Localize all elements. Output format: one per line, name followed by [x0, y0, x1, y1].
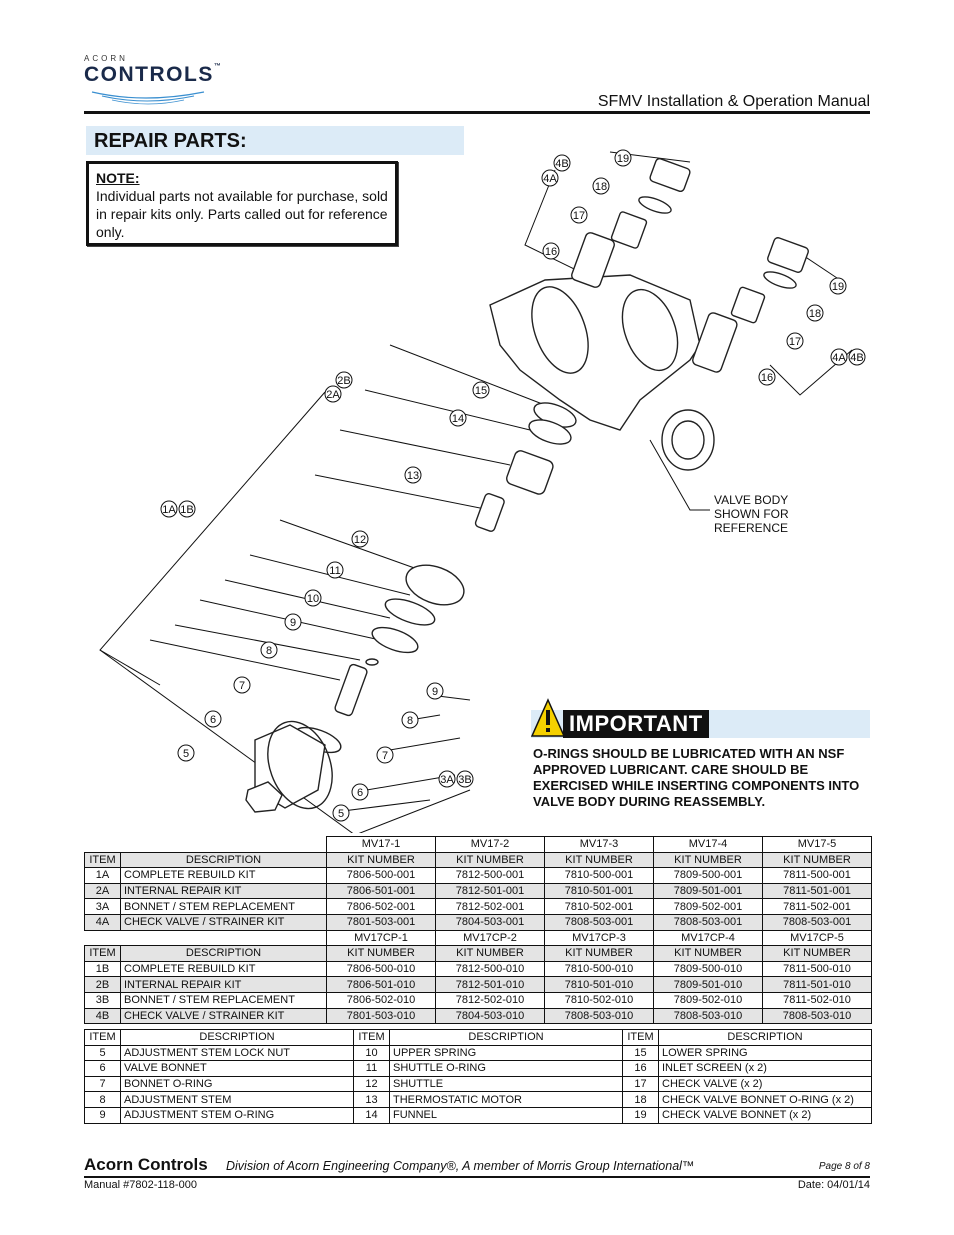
callout-14	[450, 410, 466, 426]
note-body: Individual parts not available for purchase, sold in repair kits only. Parts called out for reference only.	[96, 188, 388, 240]
svg-text:2B: 2B	[337, 375, 351, 387]
callout-3a	[439, 771, 455, 787]
callout-6-right	[352, 784, 368, 800]
callout-8-right	[402, 712, 418, 728]
callout-7-right	[377, 747, 393, 763]
model-name-cell: MV17-5	[763, 837, 872, 853]
callout-5	[178, 745, 194, 761]
item-cell: 2B	[85, 977, 121, 993]
kit-number-cell: 7811-502-001	[763, 899, 872, 915]
kit-number-cell: 7806-500-010	[327, 961, 436, 977]
valve-body-label-line1: VALVE BODY	[714, 493, 789, 507]
model-name-cell: MV17CP-5	[763, 930, 872, 946]
item-cell: 1A	[85, 868, 121, 884]
kit-number-cell: 7811-500-001	[763, 868, 872, 884]
svg-text:16: 16	[760, 372, 774, 384]
kit-number-cell: 7808-503-010	[763, 1008, 872, 1024]
svg-text:9: 9	[431, 686, 439, 698]
item-cell: 13	[354, 1092, 390, 1108]
kit-number-cell: 7812-501-001	[436, 883, 545, 899]
svg-text:17: 17	[572, 210, 586, 222]
model-name-cell: MV17-4	[654, 837, 763, 853]
callout-1a	[161, 501, 177, 517]
callout-19	[615, 150, 631, 166]
item-cell: 4B	[85, 1008, 121, 1024]
description-cell: ADJUSTMENT STEM O-RING	[121, 1107, 354, 1123]
kit-number-header: KIT NUMBER	[327, 946, 436, 962]
description-cell: COMPLETE REBUILD KIT	[121, 961, 327, 977]
description-cell: FUNNEL	[390, 1107, 623, 1123]
description-cell: CHECK VALVE BONNET O-RING (x 2)	[659, 1092, 872, 1108]
kit-number-cell: 7811-501-001	[763, 883, 872, 899]
svg-text:2A: 2A	[326, 389, 340, 401]
kit-number-cell: 7812-502-010	[436, 992, 545, 1008]
description-header: DESCRIPTION	[121, 1030, 354, 1046]
model-name-cell: MV17-3	[545, 837, 654, 853]
kit-number-cell: 7812-501-010	[436, 977, 545, 993]
note-heading: NOTE:	[96, 170, 140, 186]
table-row	[85, 992, 872, 1008]
manual-title: SFMV Installation & Operation Manual	[597, 93, 870, 110]
kit-number-cell: 7808-503-001	[545, 914, 654, 930]
footer-page-number: Page 8 of 8	[818, 1161, 870, 1172]
kit-number-cell: 7806-501-001	[327, 883, 436, 899]
callout-9	[285, 614, 301, 630]
svg-text:4B: 4B	[555, 158, 569, 170]
kit-number-cell: 7806-502-001	[327, 899, 436, 915]
callout-17	[571, 207, 587, 223]
table-row	[85, 1061, 872, 1077]
callout-5-right	[333, 805, 349, 821]
table-row	[85, 1076, 872, 1092]
kit-number-cell: 7809-501-001	[654, 883, 763, 899]
description-cell: SHUTTLE O-RING	[390, 1061, 623, 1077]
table-row	[85, 868, 872, 884]
model-name-cell: MV17-2	[436, 837, 545, 853]
description-cell: ADJUSTMENT STEM	[121, 1092, 354, 1108]
kit-number-cell: 7810-501-010	[545, 977, 654, 993]
callout-4a-right	[831, 349, 847, 365]
item-header: ITEM	[85, 1030, 121, 1046]
svg-text:14: 14	[451, 413, 465, 425]
description-header: DESCRIPTION	[390, 1030, 623, 1046]
header-rule	[84, 111, 870, 114]
svg-text:13: 13	[406, 470, 420, 482]
kit-number-cell: 7810-500-001	[545, 868, 654, 884]
table-row	[85, 914, 872, 930]
svg-text:9: 9	[289, 617, 297, 629]
svg-text:7: 7	[238, 680, 246, 692]
kit-number-cell: 7806-502-010	[327, 992, 436, 1008]
item-cell: 11	[354, 1061, 390, 1077]
svg-text:7: 7	[381, 750, 389, 762]
description-cell: BONNET O-RING	[121, 1076, 354, 1092]
description-cell: BONNET / STEM REPLACEMENT	[121, 899, 327, 915]
item-cell: 14	[354, 1107, 390, 1123]
description-header: DESCRIPTION	[659, 1030, 872, 1046]
model-header-row	[85, 837, 872, 853]
callout-6	[205, 711, 221, 727]
item-cell: 7	[85, 1076, 121, 1092]
callout-4b	[554, 155, 570, 171]
important-label: IMPORTANT	[563, 710, 709, 738]
callout-1b	[179, 501, 195, 517]
svg-text:6: 6	[356, 787, 364, 799]
description-header: DESCRIPTION	[121, 852, 327, 868]
svg-text:15: 15	[474, 385, 488, 397]
callout-4a	[542, 170, 558, 186]
footer-manual-number: Manual #7802-118-000	[84, 1179, 197, 1191]
svg-text:11: 11	[329, 565, 341, 577]
item-cell: 5	[85, 1045, 121, 1061]
callout-17-right	[787, 333, 803, 349]
acorn-controls-logo	[84, 52, 223, 104]
kit-number-cell: 7810-502-001	[545, 899, 654, 915]
callout-4b-right	[849, 349, 865, 365]
model-header-row	[85, 930, 872, 946]
item-header: ITEM	[623, 1030, 659, 1046]
kit-number-cell: 7808-503-010	[654, 1008, 763, 1024]
description-cell: CHECK VALVE / STRAINER KIT	[121, 914, 327, 930]
blank-cell	[121, 930, 327, 946]
callout-7	[234, 677, 250, 693]
item-cell: 9	[85, 1107, 121, 1123]
description-cell: INTERNAL REPAIR KIT	[121, 977, 327, 993]
kit-number-header: KIT NUMBER	[654, 852, 763, 868]
parts-list-table	[84, 1029, 872, 1124]
svg-text:1B: 1B	[180, 504, 194, 516]
model-name-cell: MV17-1	[327, 837, 436, 853]
kit-number-cell: 7804-503-001	[436, 914, 545, 930]
description-cell: CHECK VALVE / STRAINER KIT	[121, 1008, 327, 1024]
kit-number-header: KIT NUMBER	[545, 946, 654, 962]
table-row	[85, 977, 872, 993]
item-header: ITEM	[354, 1030, 390, 1046]
item-cell: 17	[623, 1076, 659, 1092]
kit-number-cell: 7811-502-010	[763, 992, 872, 1008]
callout-12	[352, 531, 368, 547]
item-cell: 4A	[85, 914, 121, 930]
important-text: O-RINGS SHOULD BE LUBRICATED WITH AN NSF APPROVED LUBRICANT. CARE SHOULD BE EXERCISED WHILE INSERTING COMPONENTS INTO VALVE BODY DURING REASSEMBLY.	[533, 746, 860, 809]
svg-text:4B: 4B	[850, 352, 864, 364]
blank-cell	[121, 837, 327, 853]
description-cell: INTERNAL REPAIR KIT	[121, 883, 327, 899]
kit-number-header: KIT NUMBER	[436, 852, 545, 868]
table-row	[85, 899, 872, 915]
description-header: DESCRIPTION	[121, 946, 327, 962]
description-cell: COMPLETE REBUILD KIT	[121, 868, 327, 884]
kit-header-row	[85, 852, 872, 868]
kit-number-cell: 7806-500-001	[327, 868, 436, 884]
description-cell: LOWER SPRING	[659, 1045, 872, 1061]
kit-number-cell: 7809-500-001	[654, 868, 763, 884]
table-row	[85, 961, 872, 977]
kit-number-cell: 7809-502-010	[654, 992, 763, 1008]
callout-10	[305, 590, 321, 606]
footer-date: Date: 04/01/14	[797, 1179, 870, 1191]
description-cell: CHECK VALVE BONNET (x 2)	[659, 1107, 872, 1123]
model-name-cell: MV17CP-1	[327, 930, 436, 946]
callout-9-right	[427, 683, 443, 699]
valve-body-label-line3: REFERENCE	[714, 521, 789, 535]
table-row	[85, 1008, 872, 1024]
kit-number-cell: 7812-500-010	[436, 961, 545, 977]
logo-top-text: ACORN	[84, 54, 128, 63]
kit-number-cell: 7809-500-010	[654, 961, 763, 977]
item-cell: 19	[623, 1107, 659, 1123]
model-name-cell: MV17CP-4	[654, 930, 763, 946]
kit-number-cell: 7810-500-010	[545, 961, 654, 977]
callout-11	[327, 562, 343, 578]
description-cell: ADJUSTMENT STEM LOCK NUT	[121, 1045, 354, 1061]
svg-text:4A: 4A	[543, 173, 557, 185]
svg-text:12: 12	[353, 534, 367, 546]
item-cell: 15	[623, 1045, 659, 1061]
table-row	[85, 1107, 872, 1123]
kit-number-header: KIT NUMBER	[327, 852, 436, 868]
kit-number-header: KIT NUMBER	[436, 946, 545, 962]
kit-number-cell: 7808-503-001	[654, 914, 763, 930]
kit-number-cell: 7808-503-001	[763, 914, 872, 930]
callout-2b	[336, 372, 352, 388]
svg-text:17: 17	[788, 336, 802, 348]
item-cell: 2A	[85, 883, 121, 899]
kit-number-header: KIT NUMBER	[763, 852, 872, 868]
item-header: ITEM	[85, 946, 121, 962]
callout-8	[261, 642, 277, 658]
logo-main-text: CONTROLS™	[84, 63, 223, 86]
callout-16	[543, 243, 559, 259]
svg-text:1A: 1A	[162, 504, 176, 516]
kit-number-cell: 7810-502-010	[545, 992, 654, 1008]
callout-18	[593, 178, 609, 194]
footer-company: Acorn Controls	[84, 1155, 208, 1174]
callout-13	[405, 467, 421, 483]
item-header: ITEM	[85, 852, 121, 868]
svg-text:18: 18	[594, 181, 608, 193]
blank-cell	[85, 930, 121, 946]
description-cell: UPPER SPRING	[390, 1045, 623, 1061]
svg-text:19: 19	[831, 281, 845, 293]
kit-number-header: KIT NUMBER	[763, 946, 872, 962]
model-name-cell: MV17CP-3	[545, 930, 654, 946]
description-cell: BONNET / STEM REPLACEMENT	[121, 992, 327, 1008]
blank-cell	[85, 837, 121, 853]
table-row	[85, 1045, 872, 1061]
svg-text:19: 19	[616, 153, 630, 165]
warning-triangle-icon	[531, 698, 565, 738]
item-cell: 8	[85, 1092, 121, 1108]
description-cell: INLET SCREEN (x 2)	[659, 1061, 872, 1077]
kit-number-cell: 7808-503-010	[545, 1008, 654, 1024]
svg-text:6: 6	[209, 714, 217, 726]
table-row	[85, 883, 872, 899]
kit-number-cell: 7809-502-001	[654, 899, 763, 915]
description-cell: CHECK VALVE (x 2)	[659, 1076, 872, 1092]
kit-number-cell: 7811-500-010	[763, 961, 872, 977]
svg-text:5: 5	[337, 808, 345, 820]
kit-number-cell: 7812-500-001	[436, 868, 545, 884]
logo-swoosh-icon	[84, 86, 214, 106]
item-cell: 1B	[85, 961, 121, 977]
callout-16-right	[759, 369, 775, 385]
callout-15	[473, 382, 489, 398]
item-cell: 3A	[85, 899, 121, 915]
kit-number-cell: 7811-501-010	[763, 977, 872, 993]
description-cell: THERMOSTATIC MOTOR	[390, 1092, 623, 1108]
repair-kit-table	[84, 836, 872, 1024]
item-cell: 10	[354, 1045, 390, 1061]
kit-number-cell: 7801-503-010	[327, 1008, 436, 1024]
svg-text:16: 16	[544, 246, 558, 258]
item-cell: 16	[623, 1061, 659, 1077]
parts-header-row	[85, 1030, 872, 1046]
footer-rule	[84, 1176, 870, 1178]
svg-text:10: 10	[306, 593, 320, 605]
svg-text:18: 18	[808, 308, 822, 320]
kit-number-cell: 7810-501-001	[545, 883, 654, 899]
svg-text:8: 8	[265, 645, 273, 657]
callout-2a	[325, 386, 341, 402]
table-row	[85, 1092, 872, 1108]
kit-number-cell: 7812-502-001	[436, 899, 545, 915]
svg-text:4A: 4A	[832, 352, 846, 364]
kit-number-header: KIT NUMBER	[654, 946, 763, 962]
kit-number-cell: 7809-501-010	[654, 977, 763, 993]
item-cell: 3B	[85, 992, 121, 1008]
item-cell: 12	[354, 1076, 390, 1092]
section-title: REPAIR PARTS:	[86, 126, 464, 155]
kit-number-cell: 7806-501-010	[327, 977, 436, 993]
item-cell: 18	[623, 1092, 659, 1108]
kit-header-row	[85, 946, 872, 962]
kit-number-cell: 7801-503-001	[327, 914, 436, 930]
callout-18-right	[807, 305, 823, 321]
svg-text:5: 5	[182, 748, 190, 760]
kit-number-cell: 7804-503-010	[436, 1008, 545, 1024]
svg-text:8: 8	[406, 715, 414, 727]
valve-body-label-line2: SHOWN FOR	[714, 507, 789, 521]
callout-19-right	[830, 278, 846, 294]
kit-number-header: KIT NUMBER	[545, 852, 654, 868]
callout-3b	[457, 771, 473, 787]
item-cell: 6	[85, 1061, 121, 1077]
model-name-cell: MV17CP-2	[436, 930, 545, 946]
description-cell: SHUTTLE	[390, 1076, 623, 1092]
description-cell: VALVE BONNET	[121, 1061, 354, 1077]
footer-division: Division of Acorn Engineering Company®, A member of Morris Group International™	[226, 1159, 695, 1173]
svg-text:3B: 3B	[458, 774, 472, 786]
svg-text:3A: 3A	[440, 774, 454, 786]
